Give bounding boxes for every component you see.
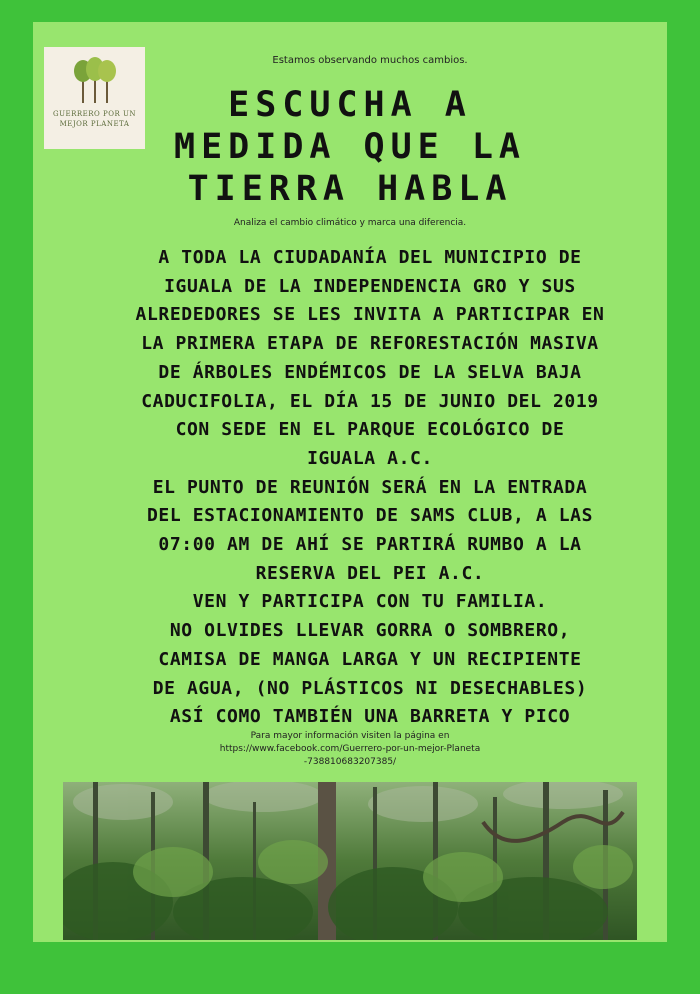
body-line: ASÍ COMO TAMBIÉN UNA BARRETA Y PICO (169, 706, 571, 728)
body-line: IGUALA DE LA INDEPENDENCIA GRO Y SUS (164, 275, 576, 297)
body-line: RESERVA DEL PEI A.C. (255, 562, 485, 584)
body-line: VEN Y PARTICIPA CON TU FAMILIA. (192, 591, 548, 613)
facebook-link[interactable]: https://www.facebook.com/Guerrero-por-un-mejor-Planeta (219, 744, 481, 754)
more-info (160, 730, 540, 769)
subtitle: Analiza el cambio climático y marca una diferencia. (233, 218, 467, 228)
body-line: LA PRIMERA ETAPA DE REFORESTACIÓN MASIVA (141, 333, 599, 355)
body-line: 07:00 AM DE AHÍ SE PARTIRÁ RUMBO A LA (158, 534, 582, 556)
body-line: DE ÁRBOLES ENDÉMICOS DE LA SELVA BAJA (158, 361, 582, 383)
body-line: DEL ESTACIONAMIENTO DE SAMS CLUB, A LAS (146, 505, 594, 527)
logo (44, 47, 145, 149)
tagline: Estamos observando muchos cambios. (272, 55, 468, 66)
tree-icon (72, 57, 118, 107)
body-line: CADUCIFOLIA, EL DÍA 15 DE JUNIO DEL 2019 (141, 390, 599, 412)
body-line: NO OLVIDES LLEVAR GORRA O SOMBRERO, (169, 620, 571, 642)
title-line: TIERRA HABLA (187, 169, 513, 209)
title-line: MEDIDA QUE LA (174, 127, 526, 167)
logo-name-line1: GUERRERO POR UN (53, 110, 136, 118)
logo-name-line2: MEJOR PLANETA (59, 120, 130, 128)
title-line: ESCUCHA A (228, 85, 472, 125)
facebook-link-cont[interactable]: -738810683207385/ (303, 757, 397, 767)
invitation-text (120, 244, 620, 732)
body-line: CAMISA DE MANGA LARGA Y UN RECIPIENTE (158, 648, 582, 670)
body-line: CON SEDE EN EL PARQUE ECOLÓGICO DE (175, 419, 565, 441)
info-line: Para mayor información visiten la página en (250, 731, 450, 741)
body-line: DE AGUA, (NO PLÁSTICOS NI DESECHABLES) (152, 677, 588, 699)
body-line: ALREDEDORES SE LES INVITA A PARTICIPAR EN (135, 304, 605, 326)
body-line: A TODA LA CIUDADANÍA DEL MUNICIPIO DE (158, 247, 582, 268)
body-line: IGUALA A.C. (307, 447, 433, 469)
forest-photo (63, 782, 637, 940)
logo-name (44, 109, 145, 129)
body-line: EL PUNTO DE REUNIÓN SERÁ EN LA ENTRADA (152, 476, 588, 498)
poster-title (150, 84, 550, 210)
